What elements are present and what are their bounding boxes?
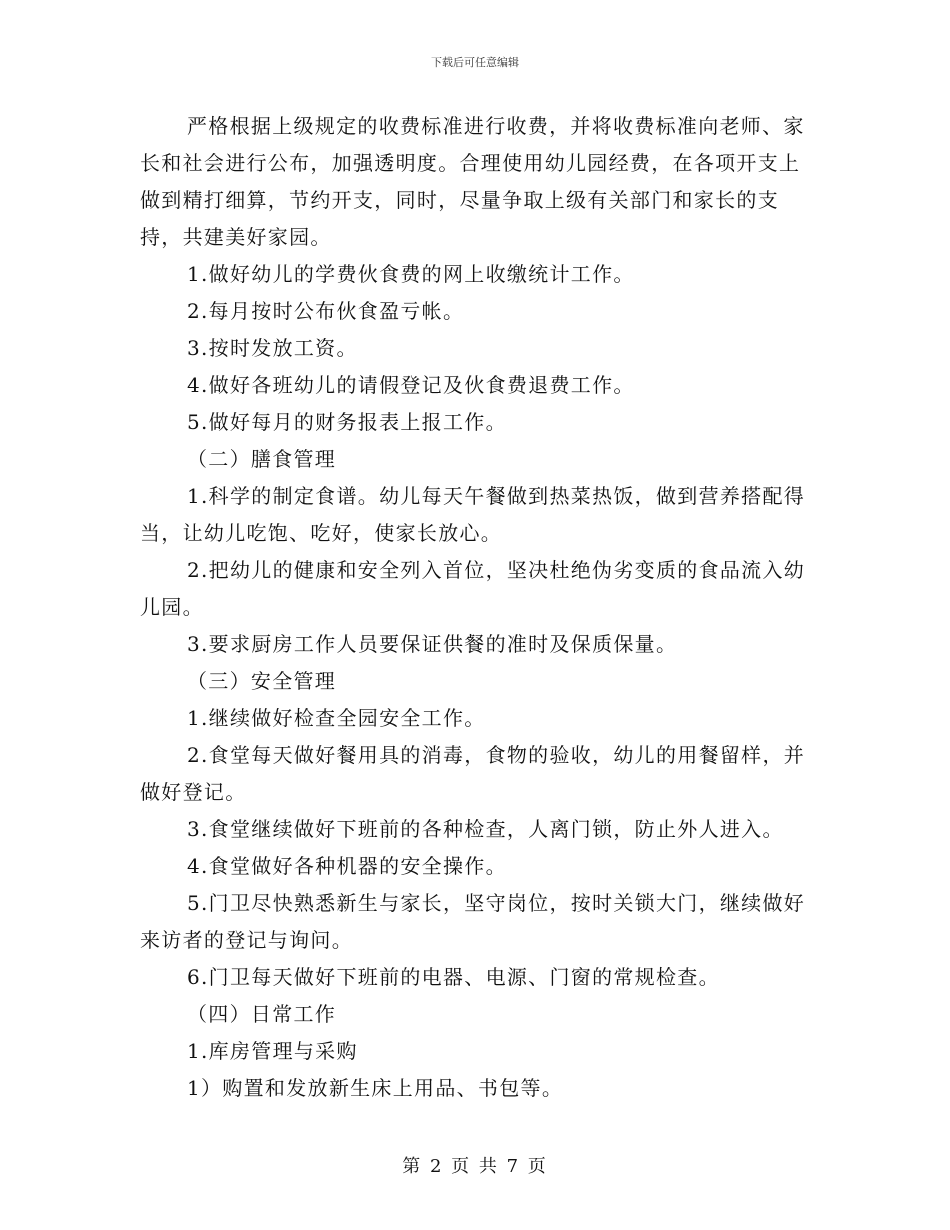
list-item: 2.每月按时公布伙食盈亏帐。 <box>187 299 465 323</box>
list-item: 3.要求厨房工作人员要保证供餐的准时及保质保量。 <box>187 632 678 656</box>
list-item: 1.库房管理与采购 <box>187 1039 358 1063</box>
list-item: 1.做好幼儿的学费伙食费的网上收缴统计工作。 <box>187 262 635 286</box>
list-item: 2.把幼儿的健康和安全列入首位，坚决杜绝伪劣变质的食品流入幼儿园。 <box>140 558 806 619</box>
list-item: 5.门卫尽快熟悉新生与家长，坚守岗位，按时关锁大门，继续做好来访者的登记与询问。 <box>140 891 806 952</box>
list-item: 1.继续做好检查全园安全工作。 <box>187 706 486 730</box>
list-item: 5.做好每月的财务报表上报工作。 <box>187 410 507 434</box>
list-item: 3.按时发放工资。 <box>187 336 358 360</box>
page-header: 下载后可任意编辑 <box>431 56 519 69</box>
list-item: 4.做好各班幼儿的请假登记及伙食费退费工作。 <box>187 373 635 397</box>
list-item: 3.食堂继续做好下班前的各种检查，人离门锁，防止外人进入。 <box>187 817 784 841</box>
paragraph-fees: 严格根据上级规定的收费标准进行收费，并将收费标准向老师、家长和社会进行公布，加强透明度。合理使用幼儿园经费，在各项开支上做到精打细算，节约开支，同时，尽量争取上级有关部门和家长的支持，共建美好家园。 <box>140 114 805 249</box>
list-item: 1.科学的制定食谱。幼儿每天午餐做到热菜热饭，做到营养搭配得当，让幼儿吃饱、吃好，使家长放心。 <box>140 484 806 545</box>
section-heading-meals: （二）膳食管理 <box>187 447 337 471</box>
list-item: 1）购置和发放新生床上用品、书包等。 <box>187 1076 564 1100</box>
document-body <box>140 108 810 1107</box>
list-item: 4.食堂做好各种机器的安全操作。 <box>187 854 507 878</box>
list-item: 2.食堂每天做好餐用具的消毒，食物的验收，幼儿的用餐留样，并做好登记。 <box>140 743 806 804</box>
page-number: 第 2 页 共 7 页 <box>402 1156 548 1177</box>
section-heading-safety: （三）安全管理 <box>187 669 337 693</box>
section-heading-daily-work: （四）日常工作 <box>187 1002 337 1026</box>
list-item: 6.门卫每天做好下班前的电器、电源、门窗的常规检查。 <box>187 965 720 989</box>
